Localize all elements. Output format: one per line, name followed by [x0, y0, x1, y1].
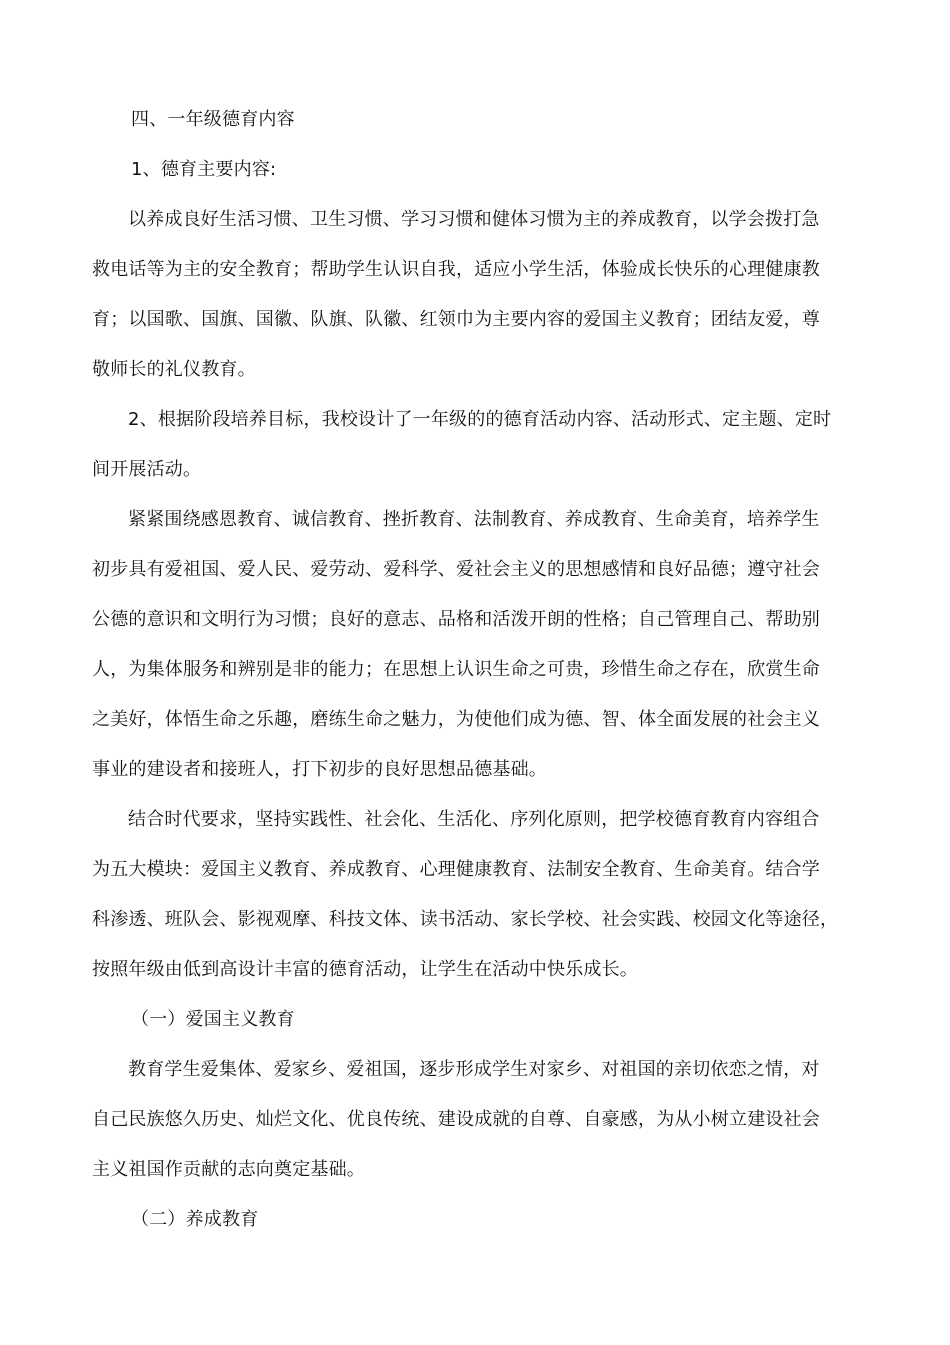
para2-line2: 初步具有爱祖国、爱人民、爱劳动、爱科学、爱社会主义的思想感情和良好品德；遵守社会 — [92, 559, 820, 580]
sub1-heading: （一）爱国主义教育 — [131, 1009, 295, 1030]
para1-line3: 育；以国歌、国旗、国徽、队旗、队徽、红领巾为主要内容的爱国主义教育；团结友爱，尊 — [92, 309, 820, 330]
para3-line1: 结合时代要求，坚持实践性、社会化、生活化、序列化原则，把学校德育教育内容组合 — [128, 809, 820, 830]
para4-line3: 主义祖国作贡献的志向奠定基础。 — [92, 1159, 365, 1180]
para4-line2: 自己民族悠久历史、灿烂文化、优良传统、建设成就的自尊、自豪感，为从小树立建设社会 — [92, 1109, 820, 1130]
para3-line2: 为五大模块：爱国主义教育、养成教育、心理健康教育、法制安全教育、生命美育。结合学 — [92, 859, 820, 880]
item2-line2: 间开展活动。 — [92, 459, 202, 480]
para1-line1: 以养成良好生活习惯、卫生习惯、学习习惯和健体习惯为主的养成教育，以学会拨打急 — [128, 209, 820, 230]
para2-line5: 之美好，体悟生命之乐趣，磨练生命之魅力，为使他们成为德、智、体全面发展的社会主义 — [92, 709, 820, 730]
para2-line3: 公德的意识和文明行为习惯；良好的意志、品格和活泼开朗的性格；自己管理自己、帮助别 — [92, 609, 820, 630]
para3-line4: 按照年级由低到高设计丰富的德育活动，让学生在活动中快乐成长。 — [92, 959, 638, 980]
para3-line3: 科渗透、班队会、影视观摩、科技文体、读书活动、家长学校、社会实践、校园文化等途径， — [92, 909, 839, 930]
para1-line4: 敬师长的礼仪教育。 — [92, 359, 256, 380]
sub2-heading: （二）养成教育 — [131, 1209, 259, 1230]
section-heading: 四、一年级德育内容 — [131, 109, 295, 130]
para2-line4: 人，为集体服务和辨别是非的能力；在思想上认识生命之可贵，珍惜生命之存在，欣赏生命 — [92, 659, 820, 680]
para4-line1: 教育学生爱集体、爱家乡、爱祖国，逐步形成学生对家乡、对祖国的亲切依恋之情，对 — [128, 1059, 820, 1080]
para2-line6: 事业的建设者和接班人，打下初步的良好思想品德基础。 — [92, 759, 547, 780]
item1-heading: 1、德育主要内容: — [131, 159, 277, 180]
para1-line2: 救电话等为主的安全教育；帮助学生认识自我，适应小学生活，体验成长快乐的心理健康教 — [92, 259, 820, 280]
para2-line1: 紧紧围绕感恩教育、诚信教育、挫折教育、法制教育、养成教育、生命美育，培养学生 — [128, 509, 820, 530]
item2-line1: 2、根据阶段培养目标，我校设计了一年级的的德育活动内容、活动形式、定主题、定时 — [128, 409, 832, 430]
